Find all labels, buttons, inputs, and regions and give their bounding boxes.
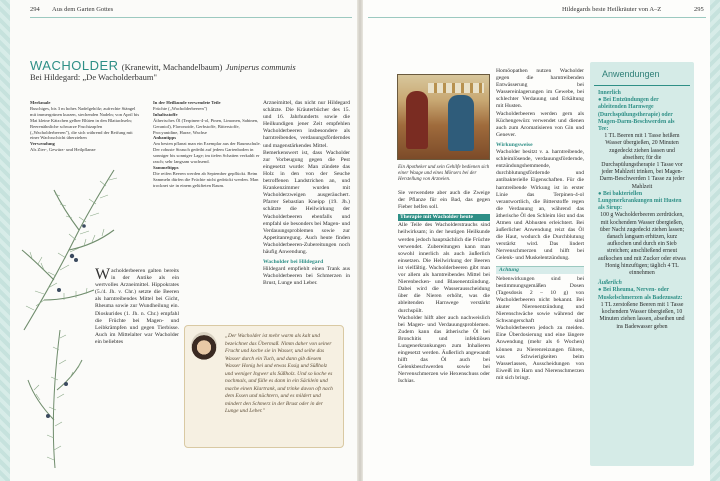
- effects-column: [496, 68, 584, 382]
- sammel-heading: Sammeltipps: [153, 164, 179, 170]
- verwendung-text: Als Zier-, Gewürz- und Heilpflanze: [30, 147, 96, 153]
- achtung-heading: Achtung: [496, 266, 584, 274]
- sammel-text: Die reifen Beeren werden ab September gepflückt. Beim Sammeln dürfen die Früchte nicht gedrückt werden. Man trocknet sie in einem gelüfteten Raum.: [153, 170, 259, 188]
- history-text-2: Bemerkenswert ist, dass Wacholder zur Vorbeugung gegen die Pest eingesetzt wurde: Man zündete das Holz in den von der Seuche betroffenen Landstrichen an, und Krankenzimmer wurden mit Wacholderzweigen ausgeräuchert. Pfarrer Sebastian Kneipp (19. Jh.) schätzte die Heilwirkung der Wacholderbeeren ebenfalls und empfahl sie besonders bei Magen- und Verdauungsproblemen sowie zur Appetitanregung. Auch heute finden Wacholderbeeren-Zubereitungen noch häufig Anwendung.: [263, 149, 350, 255]
- apothecary-figure: [406, 91, 428, 149]
- sidebar-title: Anwendungen: [594, 62, 690, 86]
- verwendung-heading: Verwendung: [30, 141, 55, 147]
- therapy-text-2: Wacholder hilft aber auch nachweislich bei Magen- und Verdauungsproblemen. Zudem kann das ätherische Öl bei Bronchitis und infektiösen Lungenerkrankungen zum Inhalieren eingesetzt werden. Äußerlich angewandt hilft das Öl auch bei Gelenkbeschwerden sowie bei Nervenschmerzen wie Hexenschuss oder Ischias.: [398, 314, 490, 385]
- history-text-1: Arzneimittel, das nicht nur Hildegard schätzte. Die Kräuterbücher des 15. und 16. Jahrhunderts sowie die Heilkundigen jener Zeit empfehlen Wacholderbeeren insbesondere als harntreibendes, verdauungsförderndes und magenstärkendes Mittel.: [263, 100, 350, 149]
- syrup-instructions: 100 g Wacholderbeeren zerdrücken, mit kochendem Wasser übergießen, über Nacht zugedeckt ziehen lassen; danach langsam erhitzen, kurz aufkochen und durch ein Sieb streichen; anschließend erneut aufkochen und mit Zucker oder etwas Honig hinzufügen; täglich 4 TL einnehmen: [598, 212, 686, 277]
- syrup-bullet-heading: ● Bei bakteriellen Lungenerkrankungen mit Husten als Sirup:: [598, 190, 682, 212]
- anbau-text: Am besten pflanzt man ein Exemplar aus der Baumschule. Der robuste Strauch gedeiht auf jedem Gartenboden in sonniger bis sonniger Lage; im tiefen Schatten verkahlt er rasch; sehr langsam wachsend.: [153, 141, 261, 165]
- tea-bullet-label: Bei Entzündungen der ableitenden Harnwege (Durchspülungstherapie) oder Magen-Darm-Beschwerden als Tee:: [598, 97, 675, 133]
- intro-column: [95, 268, 179, 346]
- right-running-head: Hildegards beste Heilkräuter von A–Z: [562, 6, 662, 13]
- innerlich-heading: Innerlich: [598, 90, 621, 96]
- tea-instructions: 1 TL Beeren mit 1 Tasse heißem Wasser übergießen, 20 Minuten zugedeckt ziehen lassen und abseihen; für die Durchspülungstherapie 1 Tasse vor jeder Mahlzeit trinken, bei Magen-Darm-Beschwerden 1 Tasse zu jeder Mahlzeit: [599, 133, 685, 190]
- wirkungsweise-text: Wacholder besitzt v. a. harntreibende, schleimlösende, verdauungsfördernde, entzündungshemmende, durchblutungsfördernde und antibakterielle Eigenschaften. Für die harntreibende Wirkung ist in erster Linie das Terpinen-4-ol verantwortlich, die Bitterstoffe regen die Verdauung an, während das ätherische Öl den Schleim löst und das Atmen und Abhusten erleichtert. Bei äußerlicher Anwendung reizt das Öl die Haut, wodurch die Durchblutung verstärkt wird. Das lindert Nervenschmerzen und hilft bei Gelenk- und Muskelentzündung.: [496, 149, 584, 262]
- intro-text: acholderbeeren galten bereits in der Antike als ein wertvolles Arzneimittel. Hippokrates (5./4. Jh. v. Chr.) setzte die Beeren als harntreibendes Mittel bei Gicht, Rheuma sowie zur Wundheilung ein. Dioskurides (1. Jh. n. Chr.) empfahl die Früchte bei Magen- und Leibkrämpfen und gegen Tierbisse. Auch im Mittelalter war Wacholder ein beliebtes: [95, 268, 179, 345]
- profile-column-1: [30, 100, 140, 153]
- wirkungsweise-heading: Wirkungsweise: [496, 141, 533, 148]
- hildegard-quote: „Der Wacholder ist mehr warm als kalt und bezeichnet das Übermaß. Nimm daher von seiner Frucht und koche sie in Wasser, und seihe das Wasser durch ein Tuch, und dann gib diesem Wasser Honig bei und etwas Essig und Süßholz und weniger Ingwer als Süßholz. Und so koche es nochmals, und fülle es dann in ein Säcklein und mache einen Klartrank, und trinke davon oft nach dem Essen und nüchtern, und es mildert und mindert den Schmerz in der Brust oder in der Lunge und Leber.": [225, 333, 333, 414]
- therapy-column: [398, 190, 490, 386]
- title-latin: Juniperus communis: [225, 62, 296, 72]
- apothecary-illustration: [397, 74, 490, 160]
- tea-bullet-heading: ● Bei Entzündungen der ableitenden Harnwege (Durchspülungstherapie) oder Magen-Darm-Beschwerden als Tee:: [598, 97, 675, 133]
- juniper-sprig-lower-illustration: [20, 320, 90, 470]
- bath-bullet-label: Bei Rheuma, Nerven- oder Muskelschmerzen als Badezusatz:: [598, 287, 683, 301]
- hildegard-text: Hildegard empfiehlt einen Trank aus Wacholderbeeren bei Schmerzen in Brust, Lunge und Leber.: [263, 266, 350, 287]
- heilkunde-heading: In der Heilkunde verwendete Teile: [153, 100, 221, 105]
- right-decor-border: [710, 0, 720, 481]
- hildegard-name: Bei Hildegard: „De Wacholderbaum": [30, 72, 158, 82]
- right-header-rule: [368, 17, 706, 18]
- merkmale-heading: Merkmale: [30, 100, 51, 105]
- drop-cap: W: [95, 266, 111, 283]
- sidebar-body: [590, 86, 694, 335]
- inhalt-text: Ätherisches Öl (Terpinen-4-ol, Pinen, Limonen, Sabinen, Geraniol), Flavonoide, Gerbstoffe, Bitterstoffe, Procyanidine, Harze, Wachse: [153, 117, 259, 135]
- inhalt-heading: Inhaltsstoffe: [153, 111, 178, 117]
- anbau-heading: Anbautipps: [153, 135, 176, 141]
- therapy-heading: Therapie mit Wacholder heute: [398, 214, 490, 221]
- illustration-caption: Ein Apotheker und sein Gehilfe bedienen sich einer Waage und eines Mörsers bei der Herstellung von Arzneien.: [398, 165, 490, 183]
- heilkunde-text: Früchte („Wacholderbeeren"): [153, 105, 208, 111]
- shelf-jars: [428, 83, 484, 93]
- left-decor-border: [0, 0, 10, 481]
- achtung-text: Nebenwirkungen sind bei bestimmungsgemäßen Dosen (Tagesdosis 2 – 10 g) von Wacholderbeeren nicht bekannt. Bei akuter Nierenentzündung und Nierenschwäche sowie während der Schwangerschaft sind Wacholderbeeren jedoch zu meiden. Eine Überdosierung und eine längere Anwendung (mehr als 6 Wochen) können zu Nierenreizungen führen, was Schwierigkeiten beim Wasserlassen, Ausscheidungen von Eiweiß im Harn und Nierenschmerzen mit sich bringt.: [496, 275, 584, 381]
- title-word: WACHOLDER: [30, 58, 119, 73]
- bath-instructions: 1 TL zerstoßene Beeren mit 1 Tasse kochendem Wasser übergießen, 10 Minuten ziehen lassen, abseihen und ins Badewasser geben: [599, 301, 685, 330]
- hildegard-heading: Wacholder bei Hildegard: [263, 259, 324, 266]
- spice-text: Wacholderbeeren werden gern als Küchengewürz verwendet und dienen auch zum Aromatisieren von Gin und Genever.: [496, 110, 584, 138]
- left-running-head: Aus dem Garten Gottes: [52, 6, 114, 13]
- syrup-bullet-label: Bei bakteriellen Lungenerkrankungen mit Husten als Sirup:: [598, 190, 682, 212]
- title-synonyms: (Kranewitt, Machandelbaum): [121, 62, 223, 72]
- assistant-figure: [448, 95, 474, 151]
- aeusserlich-heading: Äußerlich: [598, 280, 622, 287]
- merkmale-text: Buschiges, bis 3 m hohes Nadelgehölz; aufrechte Stängel mit immergrünen kurzen, stechenden Nadeln; von April bis Mai kleine Kätzchen gelber Blüten in den Blattachseln; Beerenähnliche schwarze Fruchtzapfen („Wacholderbeeren"), die sich während der Reifung mit einer Wachsschicht überziehen: [30, 105, 140, 141]
- bath-bullet-heading: ● Bei Rheuma, Nerven- oder Muskelschmerzen als Badezusatz:: [598, 287, 683, 301]
- profile-column-2: [153, 100, 263, 189]
- nun-portrait: [191, 332, 217, 360]
- bath-text: Sie verwendete aber auch die Zweige der Pflanze für ein Bad, das gegen Fieber helfen soll.: [398, 190, 490, 211]
- therapy-text-1: Alle Teile des Wacholderstrauchs sind heilwirksam; in der heutigen Heilkunde werden jedoch hauptsächlich die Früchte verwendet. Zubereitungen kann man sowohl innerlich als auch äußerlich einsetzen. Die Heilwirkung der Beeren ist vielfältig. Wacholderbeeren gibt man vor allem als harntreibendes Mittel bei Nierenbecken- und Blasenentzündung. Dabei wird die Wasserausscheidung über die Nieren erhöht, was die ableitenden Harnwege verstärkt durchspült.: [398, 222, 490, 314]
- left-page-number: 294: [30, 6, 40, 13]
- anwendungen-sidebar: [590, 62, 694, 466]
- history-column: [263, 100, 350, 287]
- right-page-number: 295: [694, 6, 704, 13]
- left-header-rule: [30, 17, 352, 18]
- hildegard-quote-box: [184, 325, 344, 448]
- book-gutter: [357, 0, 363, 481]
- homeopathy-text: Homöopathen nutzen Wacholder gegen die harntreibenden Entwässerung bei Wassereinlagerungen im Gewebe, bei schlechter Verdauung und Erkältung mit Husten.: [496, 68, 584, 110]
